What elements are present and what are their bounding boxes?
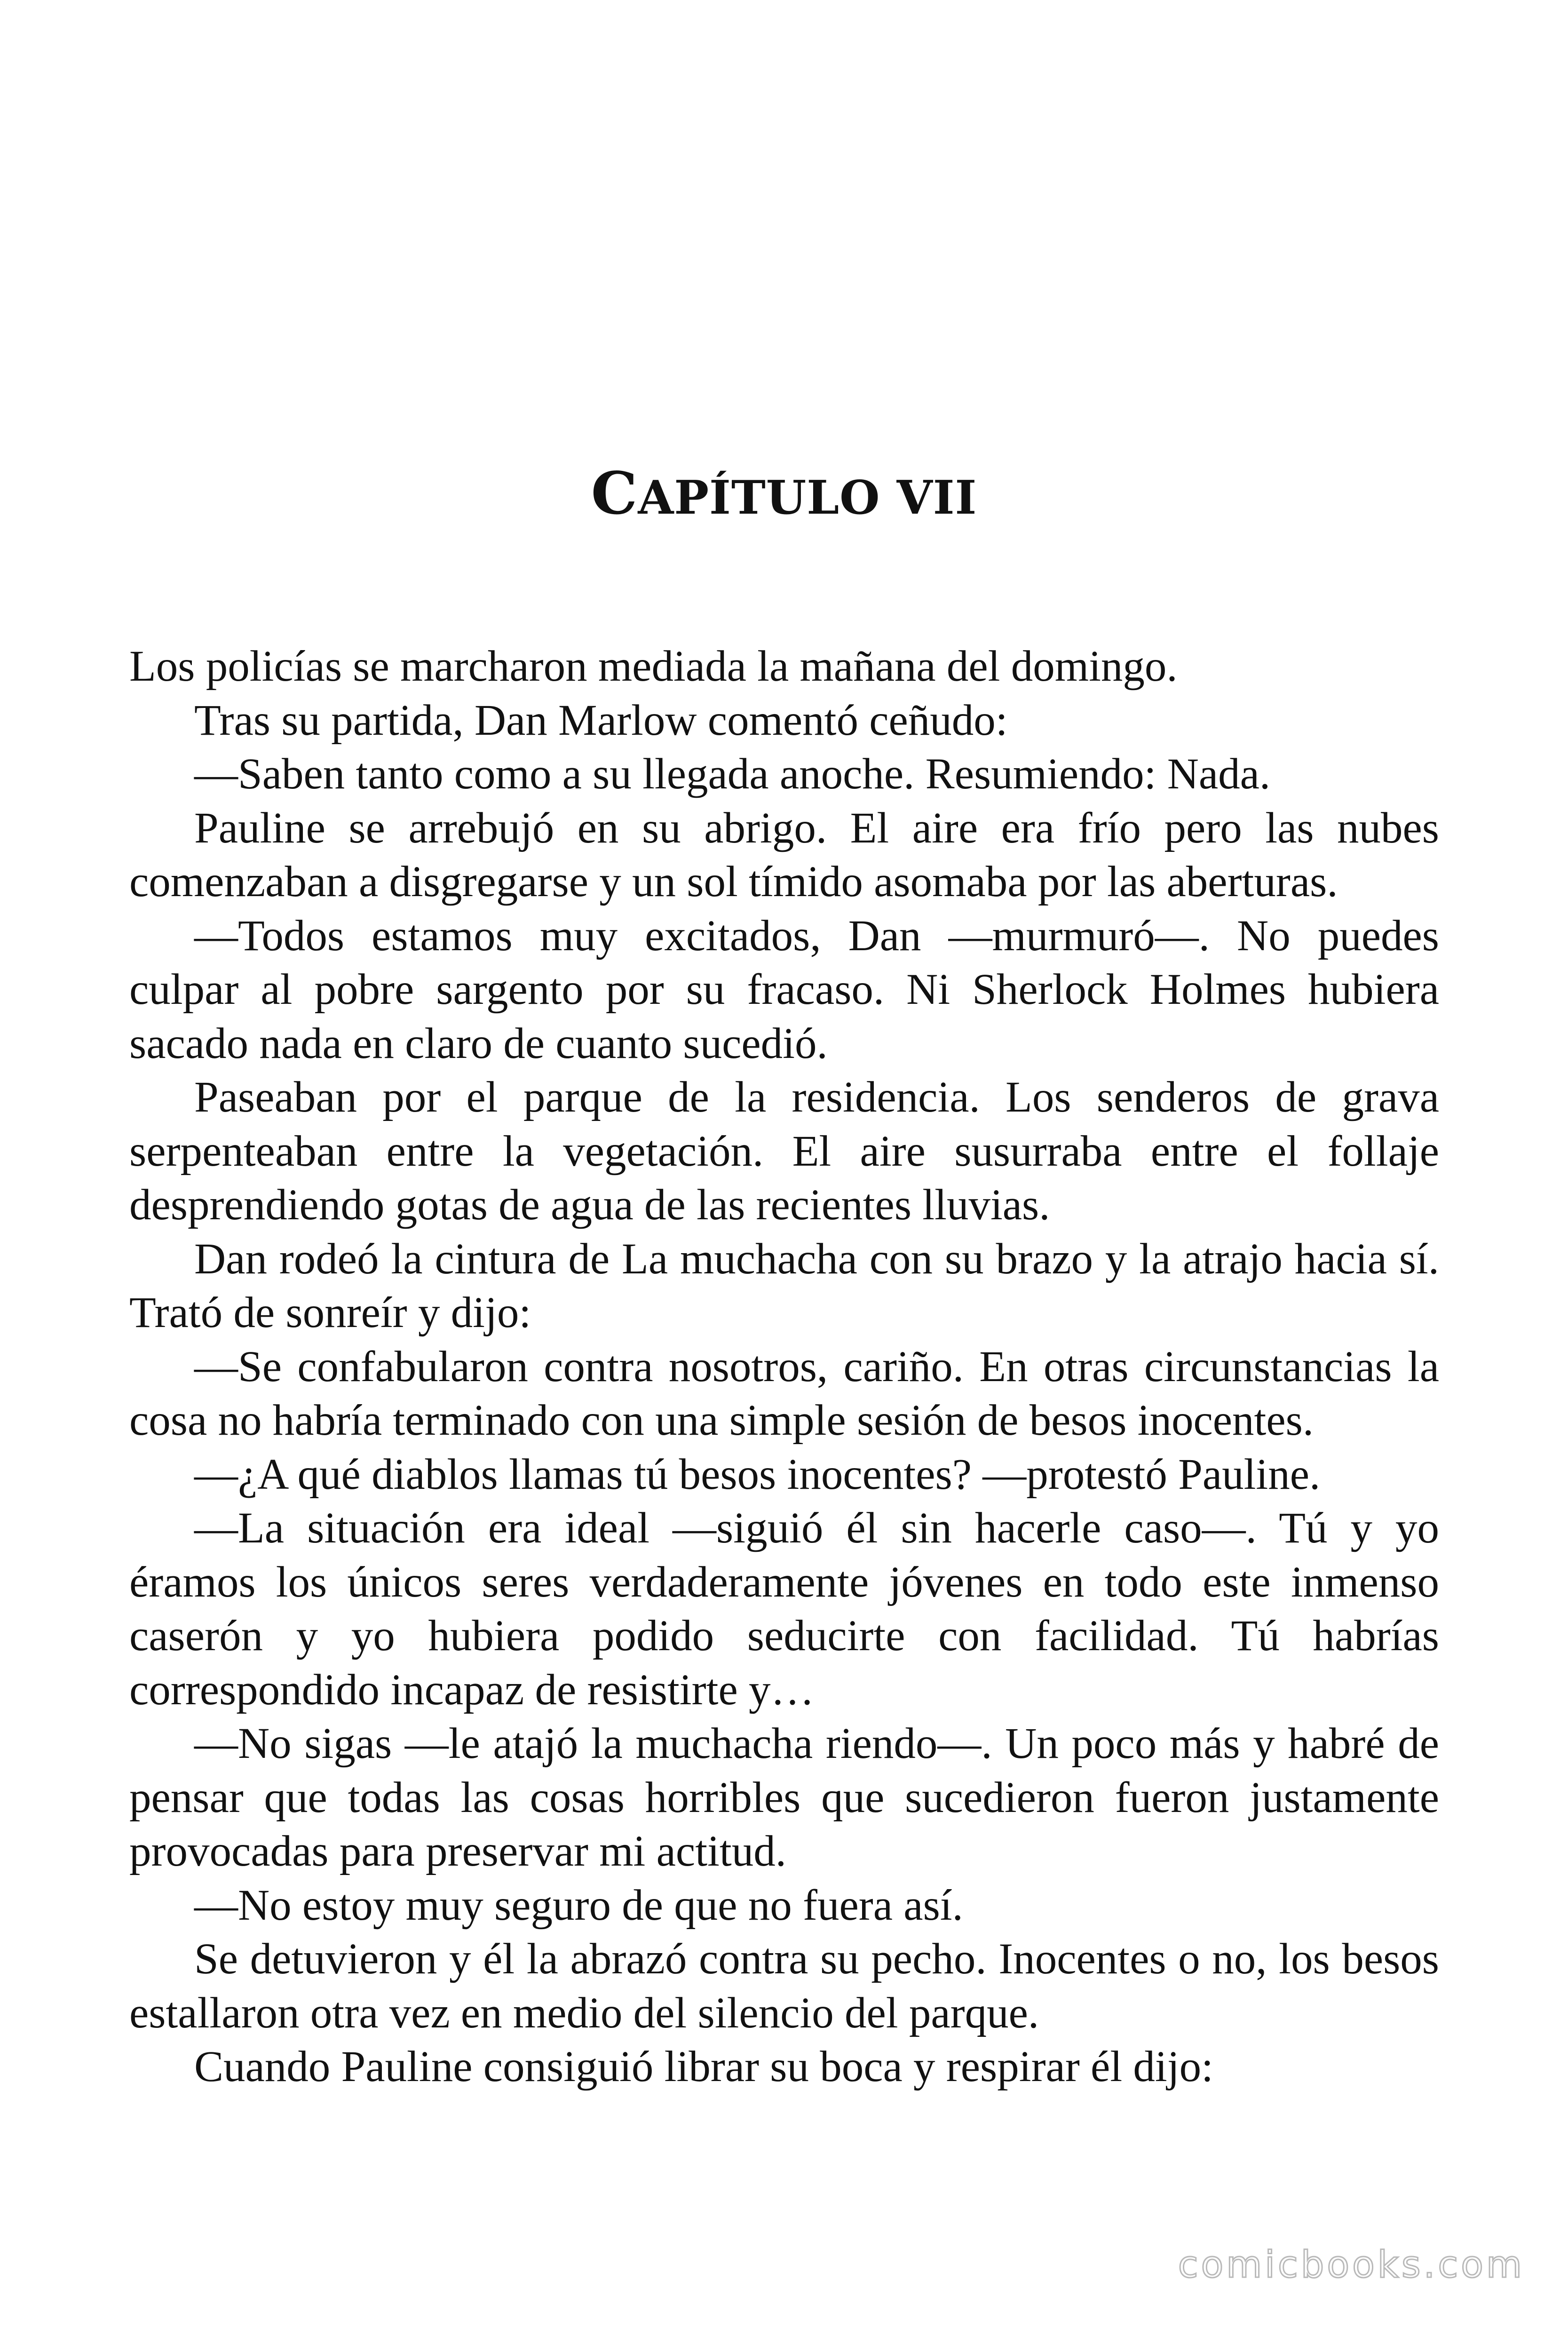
paragraph: —¿A qué diablos llamas tú besos inocentes? —protestó Pauline. — [194, 1450, 1321, 1499]
paragraph: —Se confabularon contra nosotros, cariño. En otras circunstancias la cosa no habría terminado con una simple sesión de besos inocentes. — [129, 1342, 1439, 1445]
paragraph: —La situación era ideal —siguió él sin hacerle caso—. Tú y yo éramos los únicos seres verdaderamente jóvenes en todo este inmenso caserón y yo hubiera podido seducirte con facilidad. Tú habrías correspondido incapaz de resistirte y… — [129, 1504, 1439, 1714]
paragraph: —Saben tanto como a su llegada anoche. Resumiendo: Nada. — [194, 750, 1271, 798]
paragraph: Los policías se marcharon mediada la mañana del domingo. — [129, 642, 1178, 691]
paragraph: Paseaban por el parque de la residencia. Los senderos de grava serpenteaban entre la vegetación. El aire susurraba entre el follaje desprendiendo gotas de agua de las recientes lluvias. — [129, 1073, 1439, 1229]
paragraph: Se detuvieron y él la abrazó contra su pecho. Inocentes o no, los besos estallaron otra vez en medio del silencio del parque. — [129, 1935, 1439, 2037]
paragraph: —Todos estamos muy excitados, Dan —murmuró—. No puedes culpar al pobre sargento por su fracaso. Ni Sherlock Holmes hubiera sacado nada en claro de cuanto sucedió. — [129, 911, 1439, 1068]
paragraph: —No sigas —le atajó la muchacha riendo—. Un poco más y habré de pensar que todas las cosas horribles que sucedieron fueron justamente provocadas para preservar mi actitud. — [129, 1719, 1439, 1875]
paragraph: Tras su partida, Dan Marlow comentó ceñudo: — [194, 696, 1008, 745]
paragraph: Dan rodeó la cintura de La muchacha con su brazo y la atrajo hacia sí. Trató de sonreír y dijo: — [129, 1234, 1439, 1337]
paragraph: Pauline se arrebujó en su abrigo. El aire era frío pero las nubes comenzaban a disgregarse y un sol tímido asomaba por las aberturas. — [129, 803, 1439, 906]
chapter-title-rest: APÍTULO VII — [638, 471, 977, 525]
chapter-title-initial: C — [591, 460, 638, 528]
chapter-body — [129, 640, 1439, 2094]
watermark: comicbooks.com — [1178, 2244, 1525, 2286]
paragraph: Cuando Pauline consiguió librar su boca y respirar él dijo: — [194, 2042, 1213, 2091]
paragraph: —No estoy muy seguro de que no fuera así. — [194, 1881, 963, 1930]
chapter-title — [0, 459, 1568, 533]
